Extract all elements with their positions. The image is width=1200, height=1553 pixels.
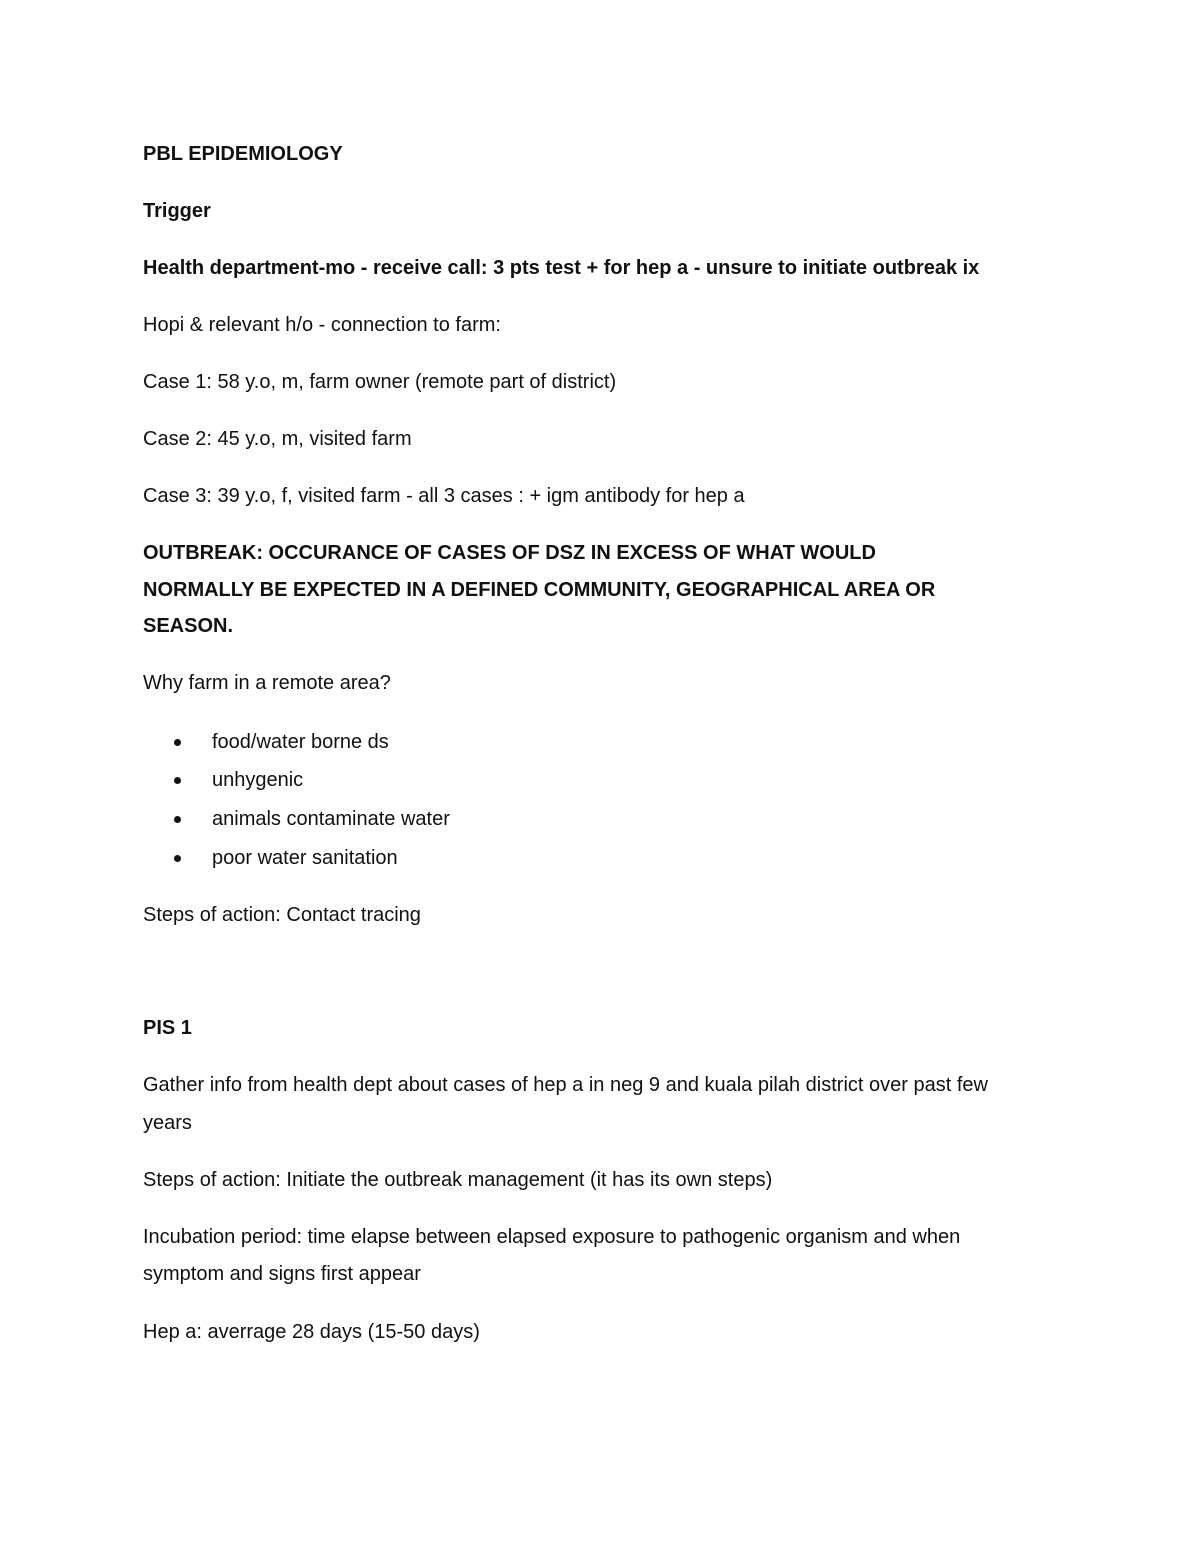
pis-heading: PIS 1 xyxy=(143,1017,192,1039)
case-1-line: Case 1: 58 y.o, m, farm owner (remote part of district) xyxy=(143,371,617,393)
outbreak-definition-line-2: NORMALLY BE EXPECTED IN A DEFINED COMMUNITY, GEOGRAPHICAL AREA OR xyxy=(143,579,936,601)
bullet-icon xyxy=(174,777,181,784)
hep-a-incubation-line: Hep a: averrage 28 days (15-50 days) xyxy=(143,1321,480,1343)
incubation-period-line-1: Incubation period: time elapse between elapsed exposure to pathogenic organism and when xyxy=(143,1226,961,1248)
outbreak-definition-line-1: OUTBREAK: OCCURANCE OF CASES OF DSZ IN EXCESS OF WHAT WOULD xyxy=(143,542,876,564)
bullet-icon xyxy=(174,739,181,746)
why-farm-question: Why farm in a remote area? xyxy=(143,672,391,694)
hopi-line: Hopi & relevant h/o - connection to farm: xyxy=(143,314,501,336)
steps-of-action-outbreak-management: Steps of action: Initiate the outbreak management (it has its own steps) xyxy=(143,1169,773,1191)
trigger-heading: Trigger xyxy=(143,200,211,222)
incubation-period-line-2: symptom and signs first appear xyxy=(143,1263,421,1285)
list-item-text: animals contaminate water xyxy=(212,808,450,830)
case-2-line: Case 2: 45 y.o, m, visited farm xyxy=(143,428,412,450)
trigger-line: Health department-mo - receive call: 3 pts test + for hep a - unsure to initiate outbreak ix xyxy=(143,257,980,279)
list-item-text: poor water sanitation xyxy=(212,847,398,869)
gather-info-line-2: years xyxy=(143,1112,192,1134)
outbreak-definition-line-3: SEASON. xyxy=(143,615,234,637)
list-item-text: unhygenic xyxy=(212,769,304,791)
case-3-line: Case 3: 39 y.o, f, visited farm - all 3 cases : + igm antibody for hep a xyxy=(143,485,745,507)
document-title: PBL EPIDEMIOLOGY xyxy=(143,143,343,165)
bullet-icon xyxy=(174,816,181,823)
list-item-text: food/water borne ds xyxy=(212,731,389,753)
steps-of-action-contact-tracing: Steps of action: Contact tracing xyxy=(143,904,421,926)
bullet-icon xyxy=(174,855,181,862)
gather-info-line-1: Gather info from health dept about cases of hep a in neg 9 and kuala pilah district over past few xyxy=(143,1074,988,1096)
